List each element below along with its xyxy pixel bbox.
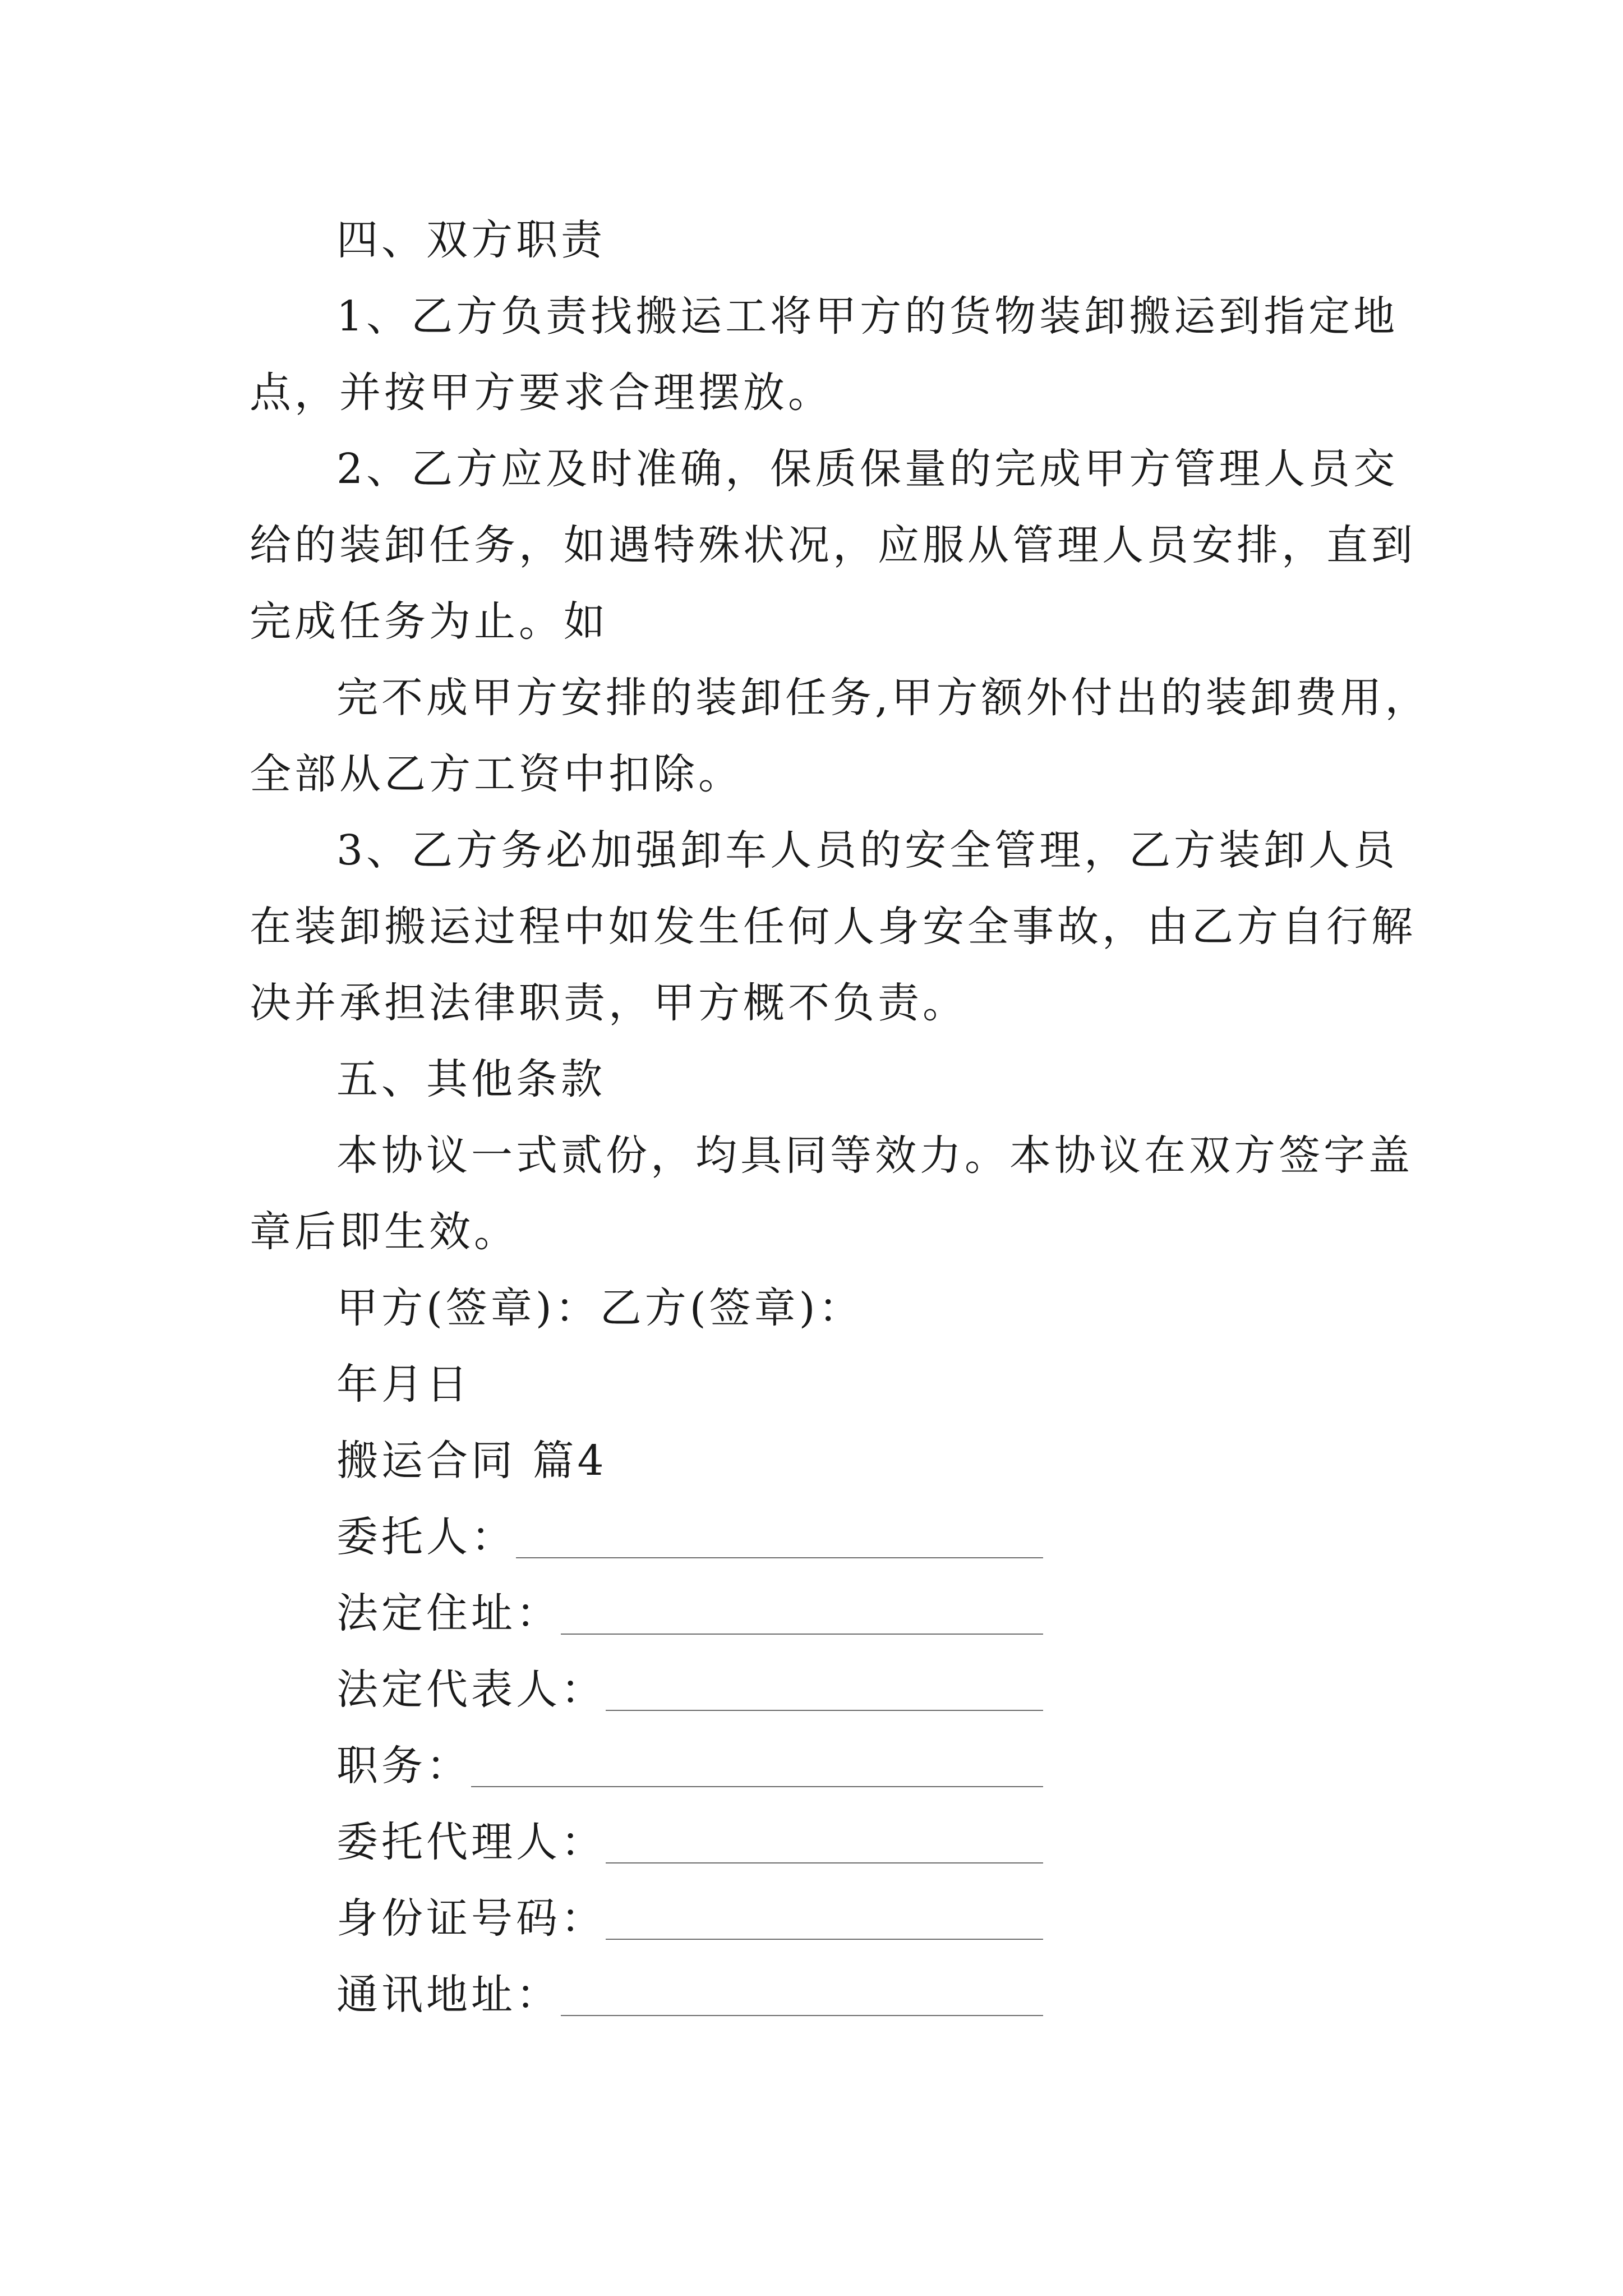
- position-field: [250, 1728, 1290, 1804]
- authorized-agent-field: [250, 1804, 1290, 1880]
- fill-in-blank: [471, 1786, 1043, 1787]
- field-label: 委托人：: [336, 1513, 516, 1561]
- clause-3-line-1: 3、乙方务必加强卸车人员的安全管理，乙方装卸人员: [336, 826, 1399, 875]
- clause-2-continued-line-2: 全部从乙方工资中扣除。: [250, 750, 743, 798]
- other-terms-line-1: 本协议一式贰份，均具同等效力。本协议在双方签字盖: [336, 1131, 1413, 1180]
- id-number-field: [250, 1880, 1290, 1957]
- field-label: 法定住址：: [336, 1589, 561, 1637]
- field-label: 职务：: [336, 1742, 471, 1790]
- fill-in-blank: [561, 1634, 1043, 1635]
- client-field: [250, 1499, 1290, 1575]
- fill-in-blank: [606, 1939, 1043, 1940]
- clause-2-continued-line-1: 完不成甲方安排的装卸任务,甲方额外付出的装卸费用，: [336, 674, 1430, 722]
- legal-address-field: [250, 1575, 1290, 1651]
- section-4-heading: 四、双方职责: [336, 216, 606, 264]
- contract-4-title: 搬运合同 篇4: [336, 1437, 607, 1485]
- field-label: 法定代表人：: [336, 1665, 606, 1714]
- other-terms-line-2: 章后即生效。: [250, 1208, 519, 1256]
- document-page: [250, 202, 1430, 2033]
- clause-1-line-2: 点，并按甲方要求合理摆放。: [250, 369, 833, 417]
- clause-3-line-2: 在装卸搬运过程中如发生任何人身安全事故，由乙方自行解: [250, 903, 1416, 951]
- legal-representative-field: [250, 1651, 1290, 1728]
- field-label: 委托代理人：: [336, 1818, 606, 1866]
- fill-in-blank: [606, 1710, 1043, 1711]
- section-5-heading: 五、其他条款: [336, 1055, 606, 1103]
- fill-in-blank: [606, 1862, 1043, 1864]
- clause-2-line-3: 完成任务为止。如: [250, 597, 608, 646]
- signature-line: 甲方(签章)：乙方(签章)：: [336, 1284, 864, 1332]
- signature-date: 年月日: [336, 1360, 471, 1409]
- clause-2-line-1: 2、乙方应及时准确，保质保量的完成甲方管理人员交: [336, 445, 1399, 493]
- fill-in-blank: [561, 2015, 1043, 2016]
- field-label: 通讯地址：: [336, 1971, 561, 2019]
- clause-2-line-2: 给的装卸任务，如遇特殊状况，应服从管理人员安排，直到: [250, 521, 1416, 569]
- fill-in-blank: [516, 1557, 1043, 1558]
- field-label: 身份证号码：: [336, 1894, 606, 1943]
- mailing-address-field: [250, 1957, 1290, 2033]
- clause-3-line-3: 决并承担法律职责，甲方概不负责。: [250, 979, 967, 1027]
- clause-1-line-1: 1、乙方负责找搬运工将甲方的货物装卸搬运到指定地: [336, 292, 1399, 341]
